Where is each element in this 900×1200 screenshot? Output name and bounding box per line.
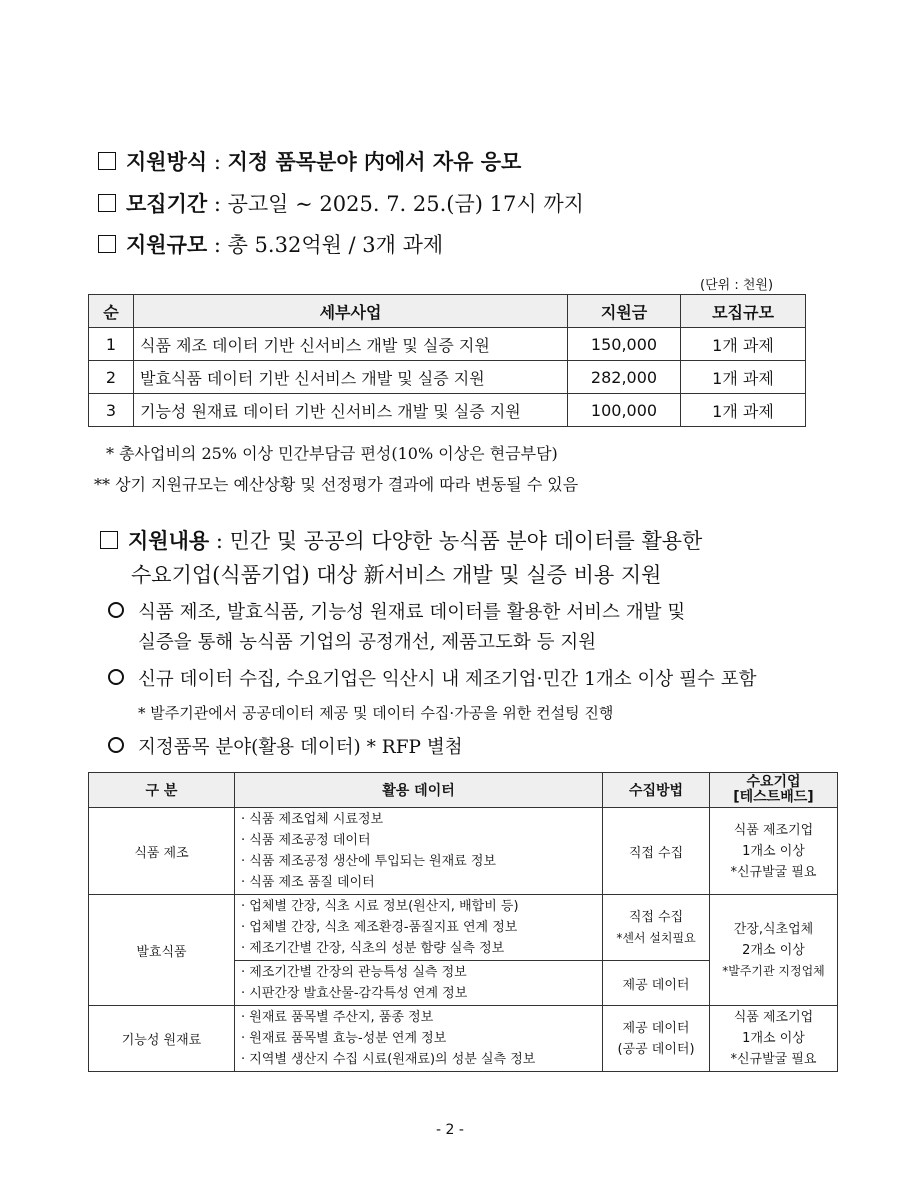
unit-note: (단위 : 천원) bbox=[700, 278, 774, 293]
demand-line: 식품 제조기업 bbox=[733, 822, 814, 838]
checkbox-square-icon bbox=[98, 194, 116, 212]
demand-line: 1개소 이상 bbox=[742, 843, 805, 859]
support-content-label: 지원내용 bbox=[128, 528, 210, 553]
circle-bullet-icon bbox=[108, 669, 124, 685]
data-items-cell bbox=[235, 808, 603, 895]
method-cell bbox=[603, 1006, 710, 1072]
data-item: · 제조기간별 간장, 식초의 성분 함량 실측 정보 bbox=[241, 941, 505, 956]
bullet-1-text-a: 식품 제조, 발효식품, 기능성 원재료 데이터를 활용한 서비스 개발 및 bbox=[138, 602, 686, 623]
checkbox-square-icon bbox=[98, 152, 116, 170]
note-private-share: * 총사업비의 25% 이상 민간부담금 편성(10% 이상은 현금부담) bbox=[106, 444, 558, 463]
col-header-size: 모집규모 bbox=[681, 295, 806, 328]
demand-line: 간장,식초업체 bbox=[733, 921, 814, 937]
bullet-item-2 bbox=[108, 665, 756, 691]
data-items-cell bbox=[235, 961, 603, 1006]
separator: : bbox=[209, 529, 230, 553]
demand-cell bbox=[710, 895, 838, 1006]
table-row bbox=[89, 361, 806, 394]
category-cell: 발효식품 bbox=[89, 895, 235, 1006]
checkbox-square-icon bbox=[100, 531, 118, 549]
method-cell: 제공 데이터 bbox=[603, 961, 710, 1006]
table-row bbox=[89, 394, 806, 427]
category-cell: 기능성 원재료 bbox=[89, 1006, 235, 1072]
support-scale-value: 총 5.32억원 / 3개 과제 bbox=[227, 233, 444, 257]
support-method-label: 지원방식 bbox=[126, 149, 208, 174]
bullet-item-1 bbox=[108, 598, 685, 624]
row-amount: 282,000 bbox=[568, 361, 681, 394]
support-scale-line bbox=[98, 229, 443, 259]
demand-cell bbox=[710, 1006, 838, 1072]
data-item: · 식품 제조공정 생산에 투입되는 원재료 정보 bbox=[241, 854, 496, 869]
demand-line: 2개소 이상 bbox=[742, 942, 805, 958]
support-method-line bbox=[98, 146, 521, 176]
data-item: · 업체별 간장, 식초 제조환경-품질지표 연계 정보 bbox=[241, 920, 518, 935]
data-item: · 원재료 품목별 효능-성분 연계 정보 bbox=[241, 1031, 447, 1046]
bullet-1-text-b: 실증을 통해 농식품 기업의 공정개선, 제품고도화 등 지원 bbox=[138, 632, 597, 653]
col-header-category: 구 분 bbox=[89, 773, 235, 808]
row-project: 기능성 원재료 데이터 기반 신서비스 개발 및 실증 지원 bbox=[134, 394, 568, 427]
separator: : bbox=[207, 150, 228, 174]
bullet-2-text: 신규 데이터 수집, 수요기업은 익산시 내 제조기업·민간 1개소 이상 필수 포함 bbox=[138, 669, 757, 690]
data-item: · 식품 제조 품질 데이터 bbox=[241, 875, 375, 890]
col-header-data: 활용 데이터 bbox=[235, 773, 603, 808]
checkbox-square-icon bbox=[98, 235, 116, 253]
col-header-project: 세부사업 bbox=[134, 295, 568, 328]
row-size: 1개 과제 bbox=[681, 328, 806, 361]
support-content-line bbox=[100, 525, 702, 555]
row-size: 1개 과제 bbox=[681, 394, 806, 427]
col-header-method: 수집방법 bbox=[603, 773, 710, 808]
support-method-value: 지정 품목분야 内에서 자유 응모 bbox=[227, 149, 522, 174]
row-no: 2 bbox=[89, 361, 134, 394]
recruit-period-value: 공고일 ∼ 2025. 7. 25.(금) 17시 까지 bbox=[227, 192, 584, 216]
data-items-cell bbox=[235, 895, 603, 961]
method-line: 직접 수집 bbox=[628, 909, 684, 925]
method-cell: 직접 수집 bbox=[603, 808, 710, 895]
data-field-table bbox=[88, 772, 838, 1072]
category-cell: 식품 제조 bbox=[89, 808, 235, 895]
demand-line: *발주기관 지정업체 bbox=[722, 963, 825, 978]
method-line: (공공 데이터) bbox=[617, 1041, 695, 1057]
support-content-line2: 수요기업(식품기업) 대상 新서비스 개발 및 실증 비용 지원 bbox=[131, 563, 662, 587]
data-item: · 식품 제조업체 시료정보 bbox=[241, 812, 384, 827]
table-header-row bbox=[89, 773, 838, 808]
data-item: · 원재료 품목별 주산지, 품종 정보 bbox=[241, 1010, 434, 1025]
row-project: 식품 제조 데이터 기반 신서비스 개발 및 실증 지원 bbox=[134, 328, 568, 361]
table-row bbox=[89, 895, 838, 961]
row-amount: 150,000 bbox=[568, 328, 681, 361]
demand-header-line1: 수요기업 bbox=[746, 774, 801, 790]
note-budget-change: ** 상기 지원규모는 예산상황 및 선정평가 결과에 따라 변동될 수 있음 bbox=[94, 475, 579, 494]
demand-line: 1개소 이상 bbox=[742, 1031, 805, 1046]
demand-line: *신규발굴 필요 bbox=[730, 864, 817, 880]
demand-line: *신규발굴 필요 bbox=[730, 1052, 817, 1067]
page-number: - 2 - bbox=[436, 1122, 464, 1138]
data-item: · 업체별 간장, 식초 시료 정보(원산지, 배합비 등) bbox=[241, 899, 519, 914]
method-line: 제공 데이터 bbox=[622, 1020, 690, 1036]
data-items-cell bbox=[235, 1006, 603, 1072]
separator: : bbox=[207, 233, 228, 257]
row-size: 1개 과제 bbox=[681, 361, 806, 394]
row-no: 3 bbox=[89, 394, 134, 427]
recruit-period-line bbox=[98, 188, 584, 218]
table-header-row bbox=[89, 295, 806, 328]
table-row bbox=[89, 808, 838, 895]
col-header-no: 순 bbox=[89, 295, 134, 328]
data-item: · 식품 제조공정 데이터 bbox=[241, 833, 371, 848]
row-no: 1 bbox=[89, 328, 134, 361]
table-row bbox=[89, 1006, 838, 1072]
bullet-3-text: 지정품목 분야(활용 데이터) * RFP 별첨 bbox=[138, 737, 463, 758]
circle-bullet-icon bbox=[108, 737, 124, 753]
demand-line: 식품 제조기업 bbox=[733, 1010, 814, 1025]
data-item: · 제조기간별 간장의 관능특성 실측 정보 bbox=[241, 965, 467, 980]
circle-bullet-icon bbox=[108, 602, 124, 618]
separator: : bbox=[207, 192, 228, 216]
demand-header-line2: [테스트배드] bbox=[733, 789, 814, 805]
col-header-amount: 지원금 bbox=[568, 295, 681, 328]
support-content-line1: 민간 및 공공의 다양한 농식품 분야 데이터를 활용한 bbox=[229, 529, 703, 553]
col-header-demand bbox=[710, 773, 838, 808]
method-cell bbox=[603, 895, 710, 961]
bullet-item-3 bbox=[108, 733, 463, 759]
method-line: *센서 설치필요 bbox=[616, 930, 696, 945]
row-project: 발효식품 데이터 기반 신서비스 개발 및 실증 지원 bbox=[134, 361, 568, 394]
budget-table bbox=[88, 294, 806, 427]
bullet-2-note: * 발주기관에서 공공데이터 제공 및 데이터 수집·가공을 위한 컨설팅 진행 bbox=[138, 704, 614, 722]
data-item: · 시판간장 발효산물-감각특성 연계 정보 bbox=[241, 986, 468, 1001]
row-amount: 100,000 bbox=[568, 394, 681, 427]
recruit-period-label: 모집기간 bbox=[126, 191, 208, 216]
data-item: · 지역별 생산지 수집 시료(원재료)의 성분 실측 정보 bbox=[241, 1052, 536, 1067]
support-scale-label: 지원규모 bbox=[126, 232, 208, 257]
table-row bbox=[89, 328, 806, 361]
demand-cell bbox=[710, 808, 838, 895]
